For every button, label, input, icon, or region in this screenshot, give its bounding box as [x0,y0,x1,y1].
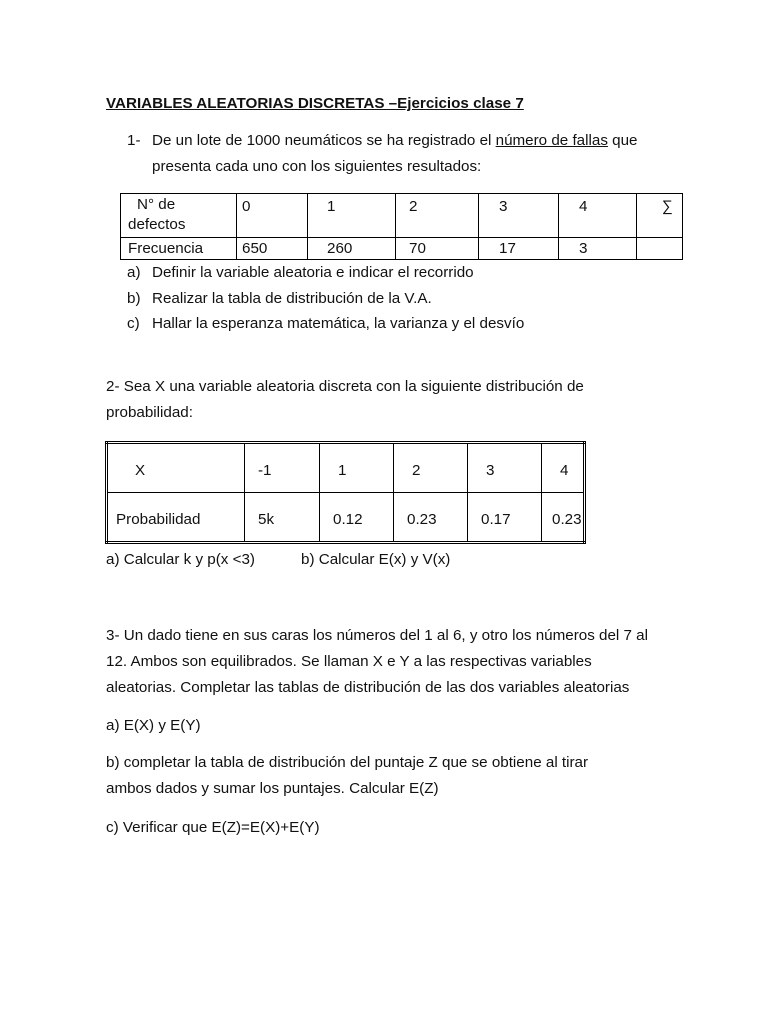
exercise-1-item-a-label: a) [127,264,141,281]
table-row [121,194,683,238]
table-cell: Frecuencia [121,238,237,260]
exercise-2-line-2: probabilidad: [106,404,193,421]
table-cell [121,194,237,238]
exercise-3-line-2: 12. Ambos son equilibrados. Se llaman X e Y a las respectivas variables [106,653,592,670]
table-cell: 0.17 [468,493,542,543]
exercise-1-item-c: Hallar la esperanza matemática, la varianza y el desvío [152,315,525,332]
table-cell: 2 [394,443,468,493]
table-cell: 1 [320,443,394,493]
table-cell: 0.12 [320,493,394,543]
table-cell: 0.23 [394,493,468,543]
table-cell: 0 [237,194,308,238]
table-cell: 260 [308,238,396,260]
exercise-3-item-c: c) Verificar que E(Z)=E(X)+E(Y) [106,819,320,836]
table-cell: 4 [542,443,585,493]
document-title: VARIABLES ALEATORIAS DISCRETAS –Ejercicios clase 7 [106,95,524,112]
exercise-2-question-b: b) Calcular E(x) y V(x) [301,551,451,568]
exercise-3-item-a: a) E(X) y E(Y) [106,717,201,734]
defects-frequency-table [120,193,683,260]
table-cell: 650 [237,238,308,260]
table-row [107,493,585,543]
table-cell: 5k [245,493,320,543]
table-cell: X [107,443,245,493]
table-cell: 3 [468,443,542,493]
table-cell: 70 [396,238,479,260]
table-cell: Probabilidad [107,493,245,543]
exercise-3-line-1: 3- Un dado tiene en sus caras los números del 1 al 6, y otro los números del 7 al [106,627,648,644]
table-cell: 2 [396,194,479,238]
exercise-3-item-b-line-2: ambos dados y sumar los puntajes. Calcular E(Z) [106,780,439,797]
exercise-1-item-c-label: c) [127,315,140,332]
exercise-1-underlined-term: número de fallas [495,132,608,149]
exercise-1-item-b-label: b) [127,290,141,307]
table-cell: 3 [479,194,559,238]
exercise-1-item-b: Realizar la tabla de distribución de la V.A. [152,290,432,307]
header-label: N° de [137,196,176,213]
sigma-cell: ∑ [637,194,683,238]
table-row [121,238,683,260]
table-cell: 17 [479,238,559,260]
exercise-3-item-b-line-1: b) completar la tabla de distribución del puntaje Z que se obtiene al tirar [106,754,589,771]
probability-table [105,441,586,544]
table-cell: -1 [245,443,320,493]
table-cell: 0.23 [542,493,585,543]
table-cell: 1 [308,194,396,238]
exercise-2-line-1: 2- Sea X una variable aleatoria discreta con la siguiente distribución de [106,378,584,395]
table-cell [637,238,683,260]
exercise-2-question-a: a) Calcular k y p(x <3) [106,551,255,568]
exercise-1-item-a: Definir la variable aleatoria e indicar el recorrido [152,264,474,281]
exercise-1-text-end: que [607,132,638,149]
table-cell: 3 [559,238,637,260]
exercise-1-line-1 [152,132,637,150]
exercise-1-number: 1- [127,132,141,149]
exercise-3-line-3: aleatorias. Completar las tablas de distribución de las dos variables aleatorias [106,679,630,696]
header-label-sub: defectos [128,216,186,234]
table-cell: 4 [559,194,637,238]
exercise-1-line-2: presenta cada uno con los siguientes resultados: [152,158,482,175]
exercise-1-text: De un lote de 1000 neumáticos se ha registrado el [152,132,496,149]
table-row [107,443,585,493]
